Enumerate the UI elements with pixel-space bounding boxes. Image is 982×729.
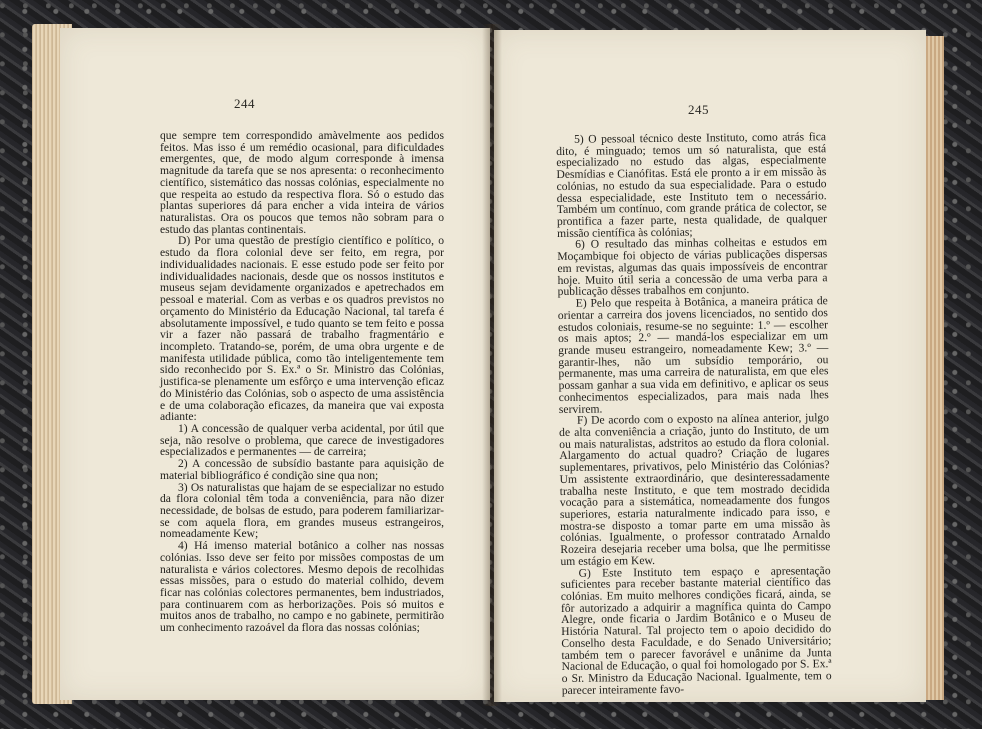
page-number-left: 244 (234, 96, 255, 111)
paragraph: 2) A concessão de subsídio bastante para aquisição de material bibliográfico é condição sine qua non; (160, 457, 444, 482)
right-text-column (556, 131, 832, 696)
paragraph: 3) Os naturalistas que hajam de se especializar no estudo da flora colonial têm toda a conveniência, para não dizer necessidade, de bolsas de estudo, para poderem familiarizar-se com aquela flora, em grandes museus estrangeiros, nomeadamente Kew; (160, 480, 444, 541)
left-text-column (160, 130, 444, 634)
paragraph: F) De acordo com o exposto na alínea anterior, julgo de alta conveniência a criação, junto do Instituto, de um ou mais naturalistas, adstritos ao estudo da flora colonial. Alargamento do actual quadro? Criação de lugares suplementares, privativos, pelo Ministério das Colónias? Um assistente extraordinário, que desinteressadamente trabalha neste Instituto, e que tem mostrado decidida vocação para a sistemática, nomeadamente dos fungos superiores, estaria naturalmente indicado para isso, e mostra-se disposto a tomar parte em uma missão às colónias. Igualmente, o professor contratado Arnaldo Rozeira desejaria receber uma bolsa, que lhe permitisse um estágio em Kew. (559, 411, 831, 568)
paragraph: G) Este Instituto tem espaço e apresentação suficientes para receber bastante material científico das colónias. Em muito melhores condições ficará, ainda, se fôr autorizado a adquirir a magnífica quinta do Campo Alegre, onde ficaria o Jardim Botânico e o Museu de História Natural. Tal projecto tem o apoio decidido do Conselho desta Faculdade, e do Senado Universitário; também tem o parecer favorável e unânime da Junta Nacional de Educação, o qual foi homologado por S. Ex.ª o Sr. Ministro da Educação Nacional. Igualmente, tem o parecer inteiramente favo- (560, 563, 832, 697)
paragraph: 6) O resultado das minhas colheitas e estudos em Moçambique foi objecto de várias publicações dispersas em revistas, algumas das quais impossíveis de encontrar hoje. Muito útil seria a concessão de uma verba para a publicação dêsses trabalhos em conjunto. (557, 235, 828, 299)
paragraph: 1) A concessão de qualquer verba acidental, por útil que seja, não resolve o problema, que carece de investigadores especializados e permanentes — de carreira; (160, 421, 444, 459)
page-number-right: 245 (688, 102, 709, 117)
paragraph: 4) Há imenso material botânico a colher nas nossas colónias. Isso deve ser feito por missões compostas de um naturalista e vários colectores. Mesmo depois de recolhidas essas missões, para o estudo do material colhido, devem ficar nas colónias colectores permanentes, bem industriados, para continuarem com as herborizações. Pois só muitos e muitos anos de trabalho, no campo e no gabinete, permitirão um conhecimento razoável da flora das nossas colónias; (160, 539, 444, 635)
book-gutter (482, 24, 502, 706)
paragraph: D) Por uma questão de prestígio científico e político, o estudo da flora colonial deve ser feito, em regra, por individualidades nacionais. E esse estudo pode ser feito por individualidades nacionais, desde que os nossos institutos e museus sejam devidamente organizados e apetrechados em pessoal e material. Com as verbas e os quadros previstos no orçamento do Ministério da Educação Nacional, tal tarefa é absolutamente impossível, e tudo quanto se tem feito e possa vir a fazer não passará de trabalho fragmentário e incompleto. Tratando-se, porém, de uma obra urgente e de manifesta utilidade pública, como tão inteligentemente tem sido reconhecido por S. Ex.ª o Sr. Ministro das Colónias, justifica-se plenamente um esfôrço e uma intervenção eficaz do Ministério das Colónias, sob o aspecto de uma assistência e de uma colaboração eficazes, da maneira que vai exposta adiante: (160, 234, 444, 424)
page-edges-right (926, 36, 944, 700)
paragraph: 5) O pessoal técnico deste Instituto, como atrás fica dito, é minguado; temos um só naturalista, que está especializado no estudo das algas, especialmente Desmídias e Cianófitas. Está ele pronto a ir em missão às colónias, no estudo da sua especialidade. Para o estudo dessa especialidade, este Instituto tem o necessário. Também um contínuo, com grande prática de colector, se prontifica a fazer parte, nesta qualidade, de qualquer missão científica às colónias; (556, 130, 827, 240)
paragraph: E) Pelo que respeita à Botânica, a maneira prática de orientar a carreira dos jovens licenciados, no sentido dos estudos coloniais, resume-se no seguinte: 1.º — escolher os mais aptos; 2.º — mandá-los especializar em um grande museu estrangeiro, nomeadamente Kew; 3.º — garantir-lhes, não um subsídio temporário, ou permanente, mas uma carreira de naturalista, em que eles possam ganhar a sua vida em definitivo, e aplicar os seus conhecimentos especializados, para mais nada lhes servirem. (557, 294, 829, 416)
paragraph: que sempre tem correspondido amàvelmente aos pedidos feitos. Mas isso é um remédio ocasional, para dificuldades emergentes, que, de modo algum corresponde à imensa magnitude da tarefa que se nos apresenta: o reconhecimento científico, sistemático das nossas colónias, especialmente no que respeita ao estudo da respectiva flora. Só o estudo das plantas superiores dá para encher a vida inteira de vários naturalistas. Ora os poucos que temos não sobram para o estudo das plantas continentais. (160, 129, 444, 236)
